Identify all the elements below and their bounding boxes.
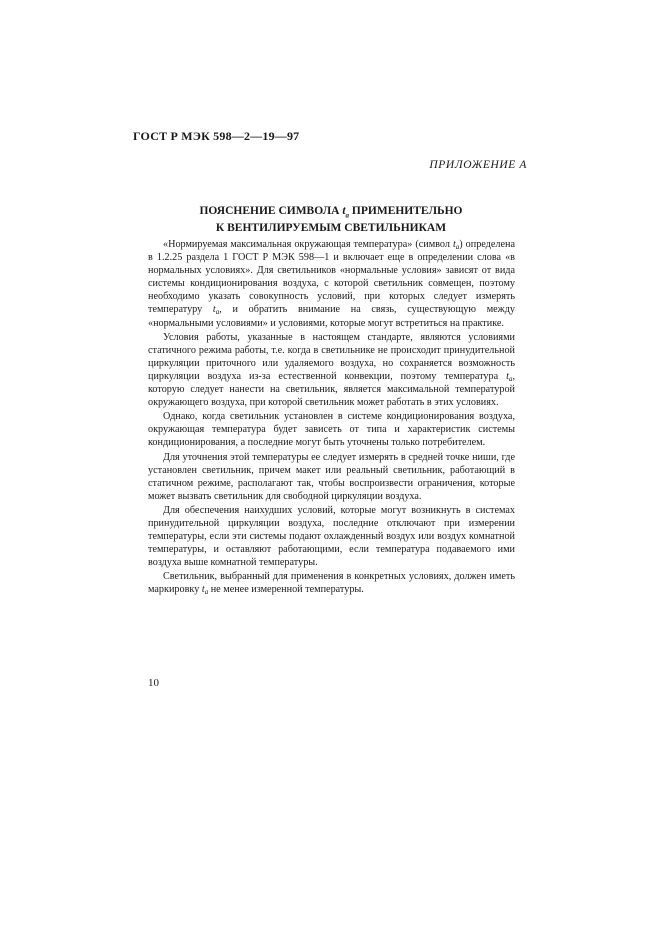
symbol-ta: $t_a$ <box>506 370 513 383</box>
paragraph-1: «Нормируемая максимальная окружающая температура» (символ $t_a$) определена в 1.2.25 раздела 1 ГОСТ Р МЭК 598—1 и включает еще в определении слова «в нормальных условиях». Для светильников «нормальные условия» зависят от вида системы кондиционирования воздуха, с которой светильник совмещен, поэтому необходимо указать совокупность условий, при которых следует измерять температуру $t_a$, и обратить внимание на связь, существующую между «нормальными условиями» и условиями, которые могут встретиться на практике. <box>148 239 515 329</box>
paragraph-2: Условия работы, указанные в настоящем стандарте, являются условиями статичного режима работы, т.е. когда в светильнике не происходит принудительной циркуляции приточного или удаляемого воздуха, но сохраняется возможность циркуляции воздуха из-за естественной конвекции, поэтому температура $t_a$, которую следует нанести на светильник, является максимальной температурой окружающего воздуха, при которой светильник может работать в этих условиях. <box>148 331 515 409</box>
paragraph-6: Светильник, выбранный для применения в конкретных условиях, должен иметь маркировку $t_a$ не менее измеренной температуры. <box>148 571 515 597</box>
section-title <box>133 205 529 235</box>
symbol-ta: $t_a$ <box>201 584 209 597</box>
paragraph-5: Для обеспечения наихудших условий, которые могут возникнуть в системах принудительной циркуляции воздуха, последние отключают при измерении температуры, если эти системы подают охлажденный воздух или воздух комнатной температуры, и оставляют работающими, если температура подаваемого ими воздуха выше комнатной температуры. <box>148 504 515 569</box>
document-code: ГОСТ Р МЭК 598—2—19—97 <box>133 129 300 143</box>
document-body <box>148 238 515 597</box>
appendix-label: ПРИЛОЖЕНИЕ А <box>429 159 527 171</box>
page-number: 10 <box>148 677 159 689</box>
paragraph-4: Для уточнения этой температуры ее следует измерять в средней точке ниши, где установлен светильник, причем макет или реальный светильник, работающий в статичном режиме, располагают так, чтобы воспроизвести ограничения, которые может вызвать светильник для свободной циркуляции воздуха. <box>148 451 515 502</box>
symbol-ta: $t_a$ <box>452 239 460 251</box>
symbol-ta: $t_a$ <box>342 205 350 220</box>
paragraph-3: Однако, когда светильник установлен в системе кондиционирования воздуха, окружающая температура будет зависеть от типа и характеристик системы кондиционирования, а последние могут быть уточнены только потребителем. <box>148 411 515 449</box>
symbol-ta: $t_a$ <box>212 304 220 317</box>
title-line1: ПОЯСНЕНИЕ СИМВОЛА $t_a$ ПРИМЕНИТЕЛЬНО <box>199 205 463 220</box>
title-line2: К ВЕНТИЛИРУЕМЫМ СВЕТИЛЬНИКАМ <box>215 222 447 235</box>
